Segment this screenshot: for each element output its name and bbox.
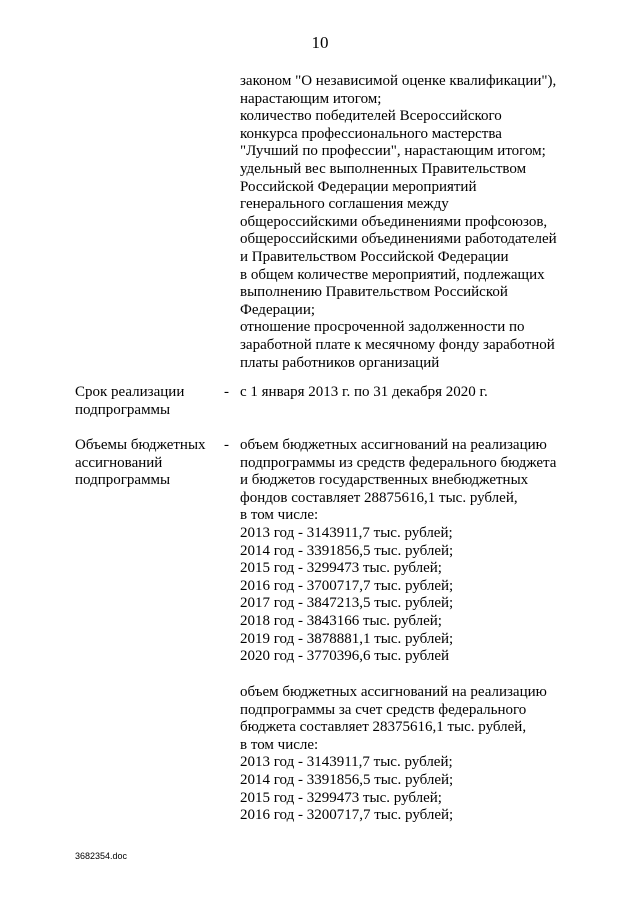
text-line: 2015 год - 3299473 тыс. рублей; <box>240 560 442 577</box>
text-line: "Лучший по профессии", нарастающим итогом; <box>240 143 546 160</box>
text-line: Российской Федерации мероприятий <box>240 178 477 195</box>
text-line: бюджета составляет 28375616,1 тыс. рублей, <box>240 719 527 736</box>
footer-filename: 3682354.doc <box>75 851 128 861</box>
text-line: количество победителей Всероссийского <box>240 108 502 125</box>
text-line: общероссийскими объединениями профсоюзов, <box>240 213 548 230</box>
label-line: Срок реализации <box>75 384 185 400</box>
page-number: 10 <box>311 33 329 52</box>
text-line: 2018 год - 3843166 тыс. рублей; <box>240 612 442 629</box>
text-line: 2014 год - 3391856,5 тыс. рублей; <box>240 542 454 559</box>
text-line: 2013 год - 3143911,7 тыс. рублей; <box>240 524 453 541</box>
budget-section-1 <box>240 437 580 666</box>
text-line: отношение просроченной задолженности по <box>240 319 525 336</box>
label-line: Объемы бюджетных <box>75 437 206 453</box>
text-line: в общем количестве мероприятий, подлежащих <box>240 266 545 283</box>
term-value-line: с 1 января 2013 г. по 31 декабря 2020 г. <box>240 384 488 400</box>
text-line: и бюджетов государственных внебюджетных <box>240 472 529 489</box>
text-line: 2016 год - 3200717,7 тыс. рублей; <box>240 807 454 824</box>
text-line: законом "О независимой оценке квалификации"), <box>240 73 557 89</box>
text-line: удельный вес выполненных Правительством <box>240 160 527 177</box>
label-line: подпрограммы <box>75 472 171 489</box>
text-line: 2013 год - 3143911,7 тыс. рублей; <box>240 754 453 771</box>
text-line: генерального соглашения между <box>240 196 449 213</box>
text-line: и Правительством Российской Федерации <box>240 248 509 265</box>
text-line: 2016 год - 3700717,7 тыс. рублей; <box>240 577 454 594</box>
budget-dash: - <box>224 437 229 453</box>
text-line: заработной плате к месячному фонду заработной <box>240 336 555 353</box>
text-line: 2014 год - 3391856,5 тыс. рублей; <box>240 771 454 788</box>
text-line: фондов составляет 28875616,1 тыс. рублей, <box>240 489 518 506</box>
text-line: общероссийскими объединениями работодателей <box>240 231 557 248</box>
text-line: конкурса профессионального мастерства <box>240 125 502 142</box>
top-block-text <box>240 73 580 372</box>
text-line: 2017 год - 3847213,5 тыс. рублей; <box>240 595 454 612</box>
term-label <box>75 384 225 419</box>
term-dash: - <box>224 384 229 400</box>
text-line: 2020 год - 3770396,6 тыс. рублей <box>240 648 450 665</box>
label-line: ассигнований <box>75 454 163 471</box>
text-line: объем бюджетных ассигнований на реализацию <box>240 684 547 700</box>
budget-section-2 <box>240 684 580 825</box>
text-line: 2015 год - 3299473 тыс. рублей; <box>240 789 442 806</box>
text-line: подпрограммы за счет средств федерального <box>240 701 527 718</box>
text-line: Федерации; <box>240 301 316 318</box>
text-line: в том числе: <box>240 507 319 524</box>
label-line: подпрограммы <box>75 401 171 418</box>
text-line: выполнению Правительством Российской <box>240 284 508 301</box>
text-line: объем бюджетных ассигнований на реализацию <box>240 437 547 453</box>
text-line: подпрограммы из средств федерального бюджета <box>240 454 557 471</box>
text-line: в том числе: <box>240 736 319 753</box>
text-line: платы работников организаций <box>240 354 440 371</box>
budget-label <box>75 437 225 490</box>
text-line: нарастающим итогом; <box>240 90 382 107</box>
text-line: 2019 год - 3878881,1 тыс. рублей; <box>240 630 454 647</box>
term-value <box>240 384 580 402</box>
